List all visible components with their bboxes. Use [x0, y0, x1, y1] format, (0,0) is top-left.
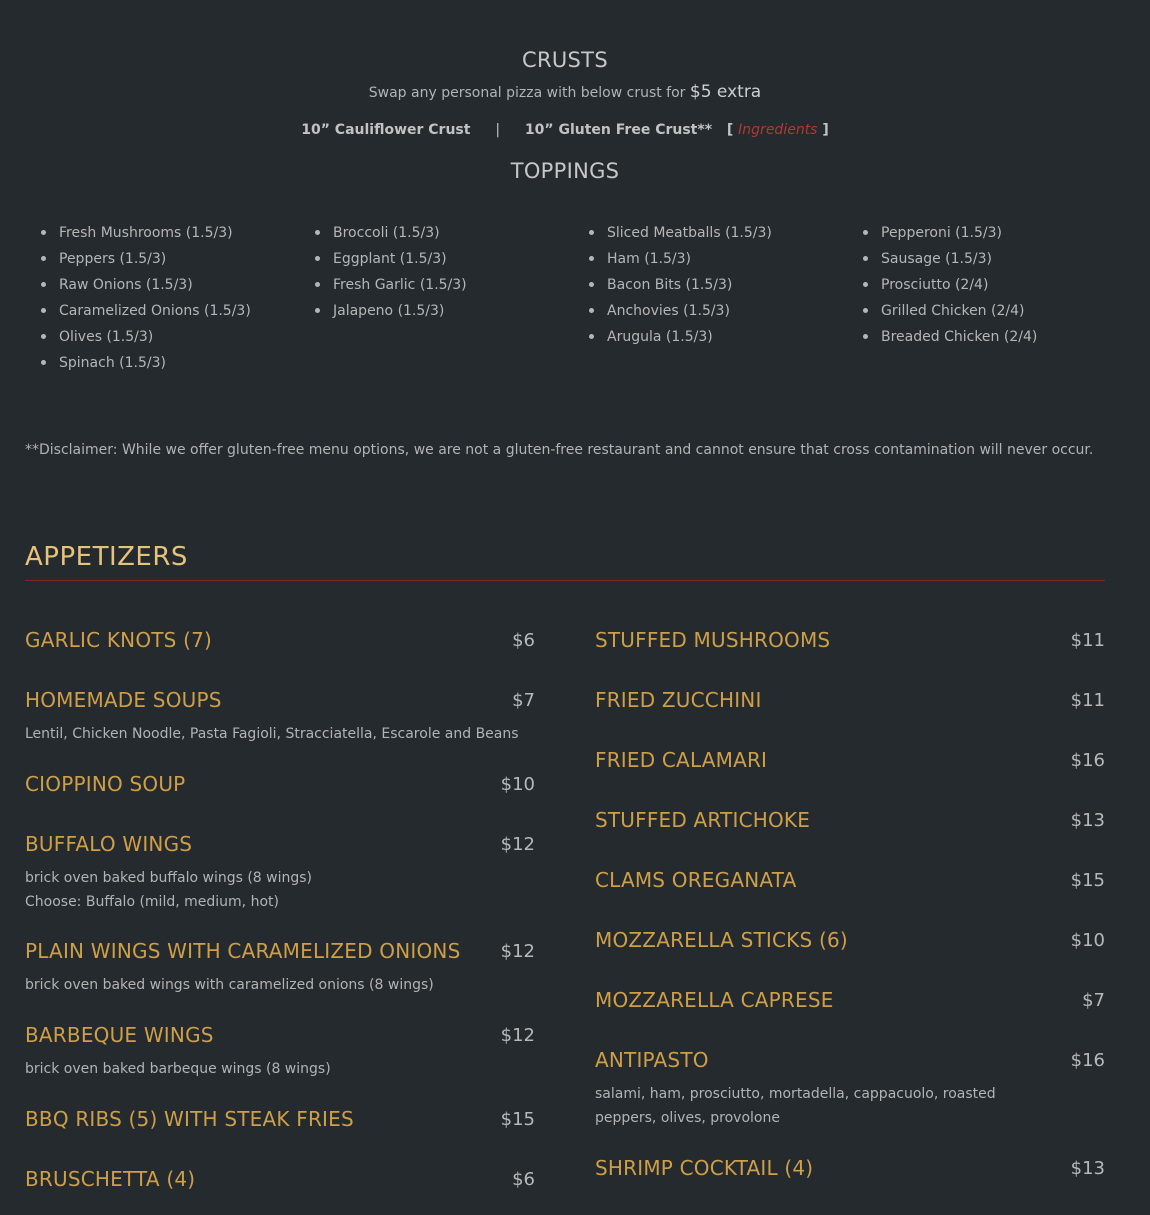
topping-item: Anchovies (1.5/3): [573, 298, 772, 324]
topping-item: Arugula (1.5/3): [573, 324, 772, 350]
crusts-subtitle-text: Swap any personal pizza with below crust for: [368, 85, 686, 101]
toppings-column-4: [847, 220, 1037, 350]
menu-item-price: $6: [512, 630, 535, 651]
menu-item: [595, 628, 1105, 658]
topping-item: Grilled Chicken (2/4): [847, 298, 1037, 324]
topping-item: Peppers (1.5/3): [25, 246, 251, 272]
menu-item: [25, 628, 535, 658]
topping-item: Sausage (1.5/3): [847, 246, 1037, 272]
menu-item-price: $13: [1070, 1158, 1105, 1179]
menu-item-description: brick oven baked barbeque wings (8 wings): [25, 1061, 331, 1077]
menu-item: [25, 832, 535, 916]
menu-item: [25, 1167, 535, 1197]
crusts-title: CRUSTS: [522, 48, 608, 72]
menu-item-price: $12: [500, 834, 535, 855]
menu-item-price: $12: [500, 1025, 535, 1046]
menu-item-price: $10: [500, 774, 535, 795]
menu-item: [595, 808, 1105, 838]
menu-item-name: BUFFALO WINGS: [25, 832, 193, 856]
menu-item-name: SHRIMP COCKTAIL (4): [595, 1156, 814, 1180]
menu-item: [25, 688, 535, 748]
crusts-extra-price: $5 extra: [689, 82, 762, 102]
menu-item-name: FRIED ZUCCHINI: [595, 688, 762, 712]
menu-item: [25, 1107, 535, 1137]
menu-item-description: Lentil, Chicken Noodle, Pasta Fagioli, Stracciatella, Escarole and Beans: [25, 726, 519, 742]
menu-item: [595, 928, 1105, 958]
toppings-column-3: [573, 220, 772, 350]
menu-item-name: HOMEMADE SOUPS: [25, 688, 222, 712]
topping-item: Olives (1.5/3): [25, 324, 251, 350]
menu-item-description: brick oven baked wings with caramelized onions (8 wings): [25, 977, 434, 993]
topping-item: Bacon Bits (1.5/3): [573, 272, 772, 298]
menu-item-name: STUFFED ARTICHOKE: [595, 808, 811, 832]
section-divider: [25, 580, 1105, 581]
ingredients-link[interactable]: Ingredients: [738, 122, 818, 138]
menu-item: [595, 1048, 1105, 1132]
menu-item: [595, 868, 1105, 898]
menu-item-price: $11: [1070, 630, 1105, 651]
menu-item-price: $11: [1070, 690, 1105, 711]
menu-item-name: CIOPPINO SOUP: [25, 772, 186, 796]
bracket-open: [: [726, 122, 734, 138]
toppings-column-2: [299, 220, 467, 324]
menu-item-price: $15: [1070, 870, 1105, 891]
toppings-title: TOPPINGS: [510, 159, 620, 183]
menu-item: [25, 1023, 535, 1083]
topping-item: Raw Onions (1.5/3): [25, 272, 251, 298]
menu-item-price: $7: [512, 690, 535, 711]
menu-item-name: MOZZARELLA STICKS (6): [595, 928, 848, 952]
menu-item-price: $6: [512, 1169, 535, 1190]
crust-option-cauliflower: 10” Cauliflower Crust: [301, 122, 471, 138]
menu-item-name: BBQ RIBS (5) WITH STEAK FRIES: [25, 1107, 354, 1131]
menu-item-price: $13: [1070, 810, 1105, 831]
topping-item: Fresh Garlic (1.5/3): [299, 272, 467, 298]
crust-separator: |: [495, 122, 501, 138]
menu-item: [25, 772, 535, 802]
menu-item-name: ANTIPASTO: [595, 1048, 709, 1072]
crusts-subtitle: [0, 82, 1130, 102]
topping-item: Caramelized Onions (1.5/3): [25, 298, 251, 324]
topping-item: Eggplant (1.5/3): [299, 246, 467, 272]
menu-item: [595, 748, 1105, 778]
menu-item-price: $12: [500, 941, 535, 962]
gluten-disclaimer: **Disclaimer: While we offer gluten-free menu options, we are not a gluten-free restaurant and cannot ensure that cross contamination will never occur.: [25, 442, 1094, 458]
topping-item: Broccoli (1.5/3): [299, 220, 467, 246]
toppings-column-1: [25, 220, 251, 376]
menu-item-description: salami, ham, prosciutto, mortadella, cappacuolo, roasted peppers, olives, provolone: [595, 1086, 996, 1126]
menu-item-name: BARBEQUE WINGS: [25, 1023, 214, 1047]
topping-item: Fresh Mushrooms (1.5/3): [25, 220, 251, 246]
menu-item-name: GARLIC KNOTS (7): [25, 628, 213, 652]
topping-item: Ham (1.5/3): [573, 246, 772, 272]
menu-item-price: $16: [1070, 1050, 1105, 1071]
menu-item-price: $15: [500, 1109, 535, 1130]
menu-item-name: PLAIN WINGS WITH CARAMELIZED ONIONS: [25, 939, 461, 963]
appetizers-title: APPETIZERS: [25, 542, 188, 572]
menu-item: [595, 688, 1105, 718]
menu-item-name: BRUSCHETTA (4): [25, 1167, 196, 1191]
crust-option-gluten-free: 10” Gluten Free Crust**: [524, 122, 713, 138]
menu-item: [25, 939, 535, 999]
menu-item-price: $10: [1070, 930, 1105, 951]
menu-item-price: $16: [1070, 750, 1105, 771]
menu-item-name: CLAMS OREGANATA: [595, 868, 797, 892]
menu-item: [595, 1156, 1105, 1186]
topping-item: Pepperoni (1.5/3): [847, 220, 1037, 246]
topping-item: Breaded Chicken (2/4): [847, 324, 1037, 350]
menu-item-description: brick oven baked buffalo wings (8 wings): [25, 870, 313, 886]
menu-item-price: $7: [1082, 990, 1105, 1011]
menu-item: [595, 988, 1105, 1018]
topping-item: Prosciutto (2/4): [847, 272, 1037, 298]
topping-item: Spinach (1.5/3): [25, 350, 251, 376]
menu-item-name: FRIED CALAMARI: [595, 748, 768, 772]
topping-item: Jalapeno (1.5/3): [299, 298, 467, 324]
bracket-close: ]: [822, 122, 829, 138]
menu-item-description-2: Choose: Buffalo (mild, medium, hot): [25, 894, 279, 910]
topping-item: Sliced Meatballs (1.5/3): [573, 220, 772, 246]
crust-options: [0, 122, 1130, 138]
menu-item-name: MOZZARELLA CAPRESE: [595, 988, 834, 1012]
menu-item-name: STUFFED MUSHROOMS: [595, 628, 831, 652]
